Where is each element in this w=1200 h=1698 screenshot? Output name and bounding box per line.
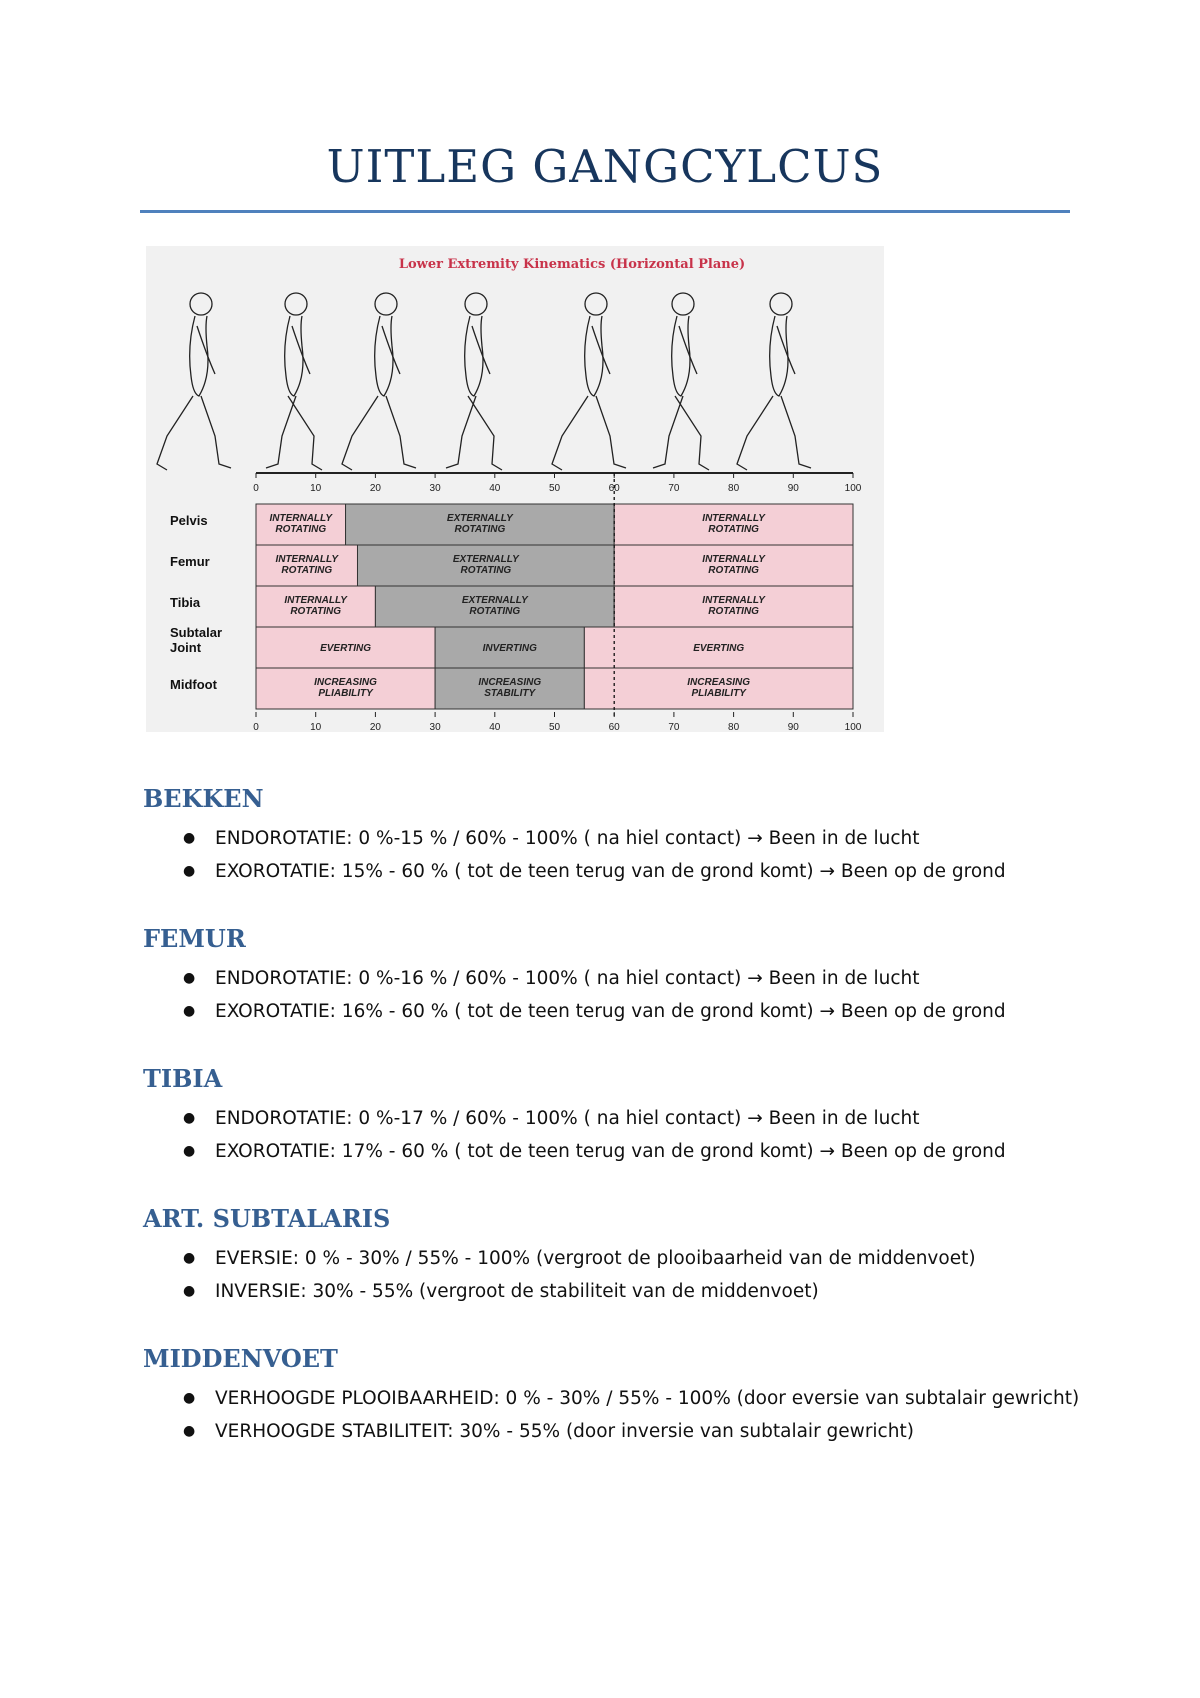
bullet-icon: ● bbox=[183, 970, 196, 986]
bullet-icon: ● bbox=[183, 1143, 196, 1159]
gait-kinematics-diagram bbox=[146, 246, 884, 732]
segment-label: INTERNALLY ROTATING bbox=[269, 513, 333, 535]
segment-label: EVERTING bbox=[320, 643, 372, 654]
list-item bbox=[183, 1102, 1103, 1135]
list-item-text: ENDOROTATIE: 0 %-16 % / 60% - 100% ( na hiel contact) → Been in de lucht bbox=[215, 968, 920, 989]
walker-silhouette-4 bbox=[446, 293, 502, 470]
segment-label: INTERNALLY ROTATING bbox=[275, 554, 339, 576]
tick-label: 100 bbox=[844, 722, 862, 732]
row-label: Pelvis bbox=[170, 513, 208, 528]
list-item-text: VERHOOGDE STABILITEIT: 30% - 55% (door inversie van subtalair gewricht) bbox=[215, 1421, 914, 1442]
tick-label: 30 bbox=[429, 483, 441, 494]
tick-label: 40 bbox=[489, 722, 501, 732]
explanation-sections bbox=[143, 782, 1103, 1482]
title-rule bbox=[140, 210, 1070, 213]
walker-silhouette-3 bbox=[342, 293, 416, 470]
bullet-icon: ● bbox=[183, 830, 196, 846]
phase-row-2 bbox=[170, 586, 853, 627]
list-item-text: ENDOROTATIE: 0 %-15 % / 60% - 100% ( na hiel contact) → Been in de lucht bbox=[215, 828, 920, 849]
tick-label: 60 bbox=[608, 722, 620, 732]
section-bekken bbox=[143, 782, 1103, 888]
list-item-text: INVERSIE: 30% - 55% (vergroot de stabiliteit van de middenvoet) bbox=[215, 1281, 819, 1302]
section-heading: TIBIA bbox=[143, 1064, 223, 1093]
list-item bbox=[183, 995, 1103, 1028]
row-label: Midfoot bbox=[170, 677, 217, 692]
segment-label: EXTERNALLY ROTATING bbox=[461, 595, 528, 617]
bullet-icon: ● bbox=[183, 1250, 196, 1266]
bullet-icon: ● bbox=[183, 863, 196, 879]
segment-label: INTERNALLY ROTATING bbox=[702, 513, 765, 535]
figure-caption: Lower Extremity Kinematics (Horizontal Plane) bbox=[398, 257, 746, 272]
section-tibia bbox=[143, 1062, 1103, 1168]
tick-label: 100 bbox=[844, 483, 862, 494]
list-item bbox=[183, 962, 1103, 995]
bullet-list bbox=[143, 962, 1103, 1028]
tick-label: 70 bbox=[668, 722, 680, 732]
list-item-text: VERHOOGDE PLOOIBAARHEID: 0 % - 30% / 55% - 100% (door eversie van subtalair gewricht) bbox=[215, 1388, 1080, 1409]
section-heading: BEKKEN bbox=[143, 784, 264, 813]
tick-label: 90 bbox=[787, 722, 799, 732]
section-art-subtalaris bbox=[143, 1202, 1103, 1308]
gait-kinematics-figure bbox=[146, 246, 884, 732]
phase-row-4 bbox=[170, 668, 853, 709]
tick-label: 30 bbox=[429, 722, 441, 732]
walker-silhouette-6 bbox=[653, 293, 709, 470]
section-middenvoet bbox=[143, 1342, 1103, 1448]
tick-label: 0 bbox=[253, 483, 259, 494]
bullet-icon: ● bbox=[183, 1003, 196, 1019]
segment-label: EXTERNALLY ROTATING bbox=[452, 554, 519, 576]
bullet-icon: ● bbox=[183, 1390, 196, 1406]
phase-row-3 bbox=[170, 625, 853, 668]
list-item bbox=[183, 822, 1103, 855]
phase-rows bbox=[170, 473, 853, 717]
tick-label: 50 bbox=[548, 722, 561, 732]
segment-label: EVERTING bbox=[693, 643, 745, 654]
walking-figures bbox=[157, 293, 811, 470]
row-label: Tibia bbox=[170, 595, 201, 610]
tick-label: 20 bbox=[369, 483, 381, 494]
tick-label: 50 bbox=[548, 483, 561, 494]
section-heading: FEMUR bbox=[143, 924, 246, 953]
list-item bbox=[183, 1275, 1103, 1308]
walker-silhouette-2 bbox=[266, 293, 322, 470]
row-label: Femur bbox=[170, 554, 210, 569]
tick-label: 90 bbox=[787, 483, 799, 494]
bullet-list bbox=[143, 822, 1103, 888]
list-item bbox=[183, 1242, 1103, 1275]
tick-label: 20 bbox=[369, 722, 381, 732]
phase-row-1 bbox=[170, 545, 853, 586]
list-item bbox=[183, 1135, 1103, 1168]
segment-label: INTERNALLY ROTATING bbox=[702, 554, 765, 576]
phase-row-0 bbox=[170, 504, 853, 545]
list-item-text: EVERSIE: 0 % - 30% / 55% - 100% (vergroot de plooibaarheid van de middenvoet) bbox=[215, 1248, 976, 1269]
bullet-list bbox=[143, 1102, 1103, 1168]
walker-silhouette-7 bbox=[737, 293, 811, 470]
segment-label: INVERTING bbox=[482, 643, 537, 654]
tick-label: 80 bbox=[728, 483, 740, 494]
bullet-icon: ● bbox=[183, 1110, 196, 1126]
bottom-axis bbox=[253, 712, 862, 732]
section-heading: MIDDENVOET bbox=[143, 1344, 338, 1373]
tick-label: 80 bbox=[728, 722, 740, 732]
segment-label: INTERNALLY ROTATING bbox=[284, 595, 347, 617]
tick-label: 10 bbox=[310, 483, 322, 494]
tick-label: 0 bbox=[253, 722, 259, 732]
bullet-icon: ● bbox=[183, 1423, 196, 1439]
walker-silhouette-5 bbox=[552, 293, 626, 470]
list-item bbox=[183, 1415, 1103, 1448]
tick-label: 60 bbox=[608, 483, 620, 494]
section-femur bbox=[143, 922, 1103, 1028]
bullet-list bbox=[143, 1242, 1103, 1308]
bullet-list bbox=[143, 1382, 1103, 1448]
tick-label: 70 bbox=[668, 483, 680, 494]
page-title: UITLEG GANGCYLCUS bbox=[326, 140, 884, 193]
tick-label: 10 bbox=[310, 722, 322, 732]
segment-label: INCREASING STABILITY bbox=[478, 677, 542, 699]
list-item-text: ENDOROTATIE: 0 %-17 % / 60% - 100% ( na hiel contact) → Been in de lucht bbox=[215, 1108, 920, 1129]
list-item bbox=[183, 1382, 1103, 1415]
walker-silhouette-1 bbox=[157, 293, 231, 470]
list-item bbox=[183, 855, 1103, 888]
segment-label: INCREASING PLIABILITY bbox=[687, 677, 751, 699]
section-heading: ART. SUBTALARIS bbox=[143, 1204, 391, 1233]
list-item-text: EXOROTATIE: 15% - 60 % ( tot de teen terug van de grond komt) → Been op de grond bbox=[215, 861, 1006, 882]
tick-label: 40 bbox=[489, 483, 501, 494]
row-label: Subtalar Joint bbox=[170, 625, 223, 655]
top-axis bbox=[253, 473, 862, 494]
segment-label: EXTERNALLY ROTATING bbox=[446, 513, 513, 535]
list-item-text: EXOROTATIE: 17% - 60 % ( tot de teen terug van de grond komt) → Been op de grond bbox=[215, 1141, 1006, 1162]
segment-label: INTERNALLY ROTATING bbox=[702, 595, 765, 617]
list-item-text: EXOROTATIE: 16% - 60 % ( tot de teen terug van de grond komt) → Been op de grond bbox=[215, 1001, 1006, 1022]
bullet-icon: ● bbox=[183, 1283, 196, 1299]
segment-label: INCREASING PLIABILITY bbox=[314, 677, 377, 699]
